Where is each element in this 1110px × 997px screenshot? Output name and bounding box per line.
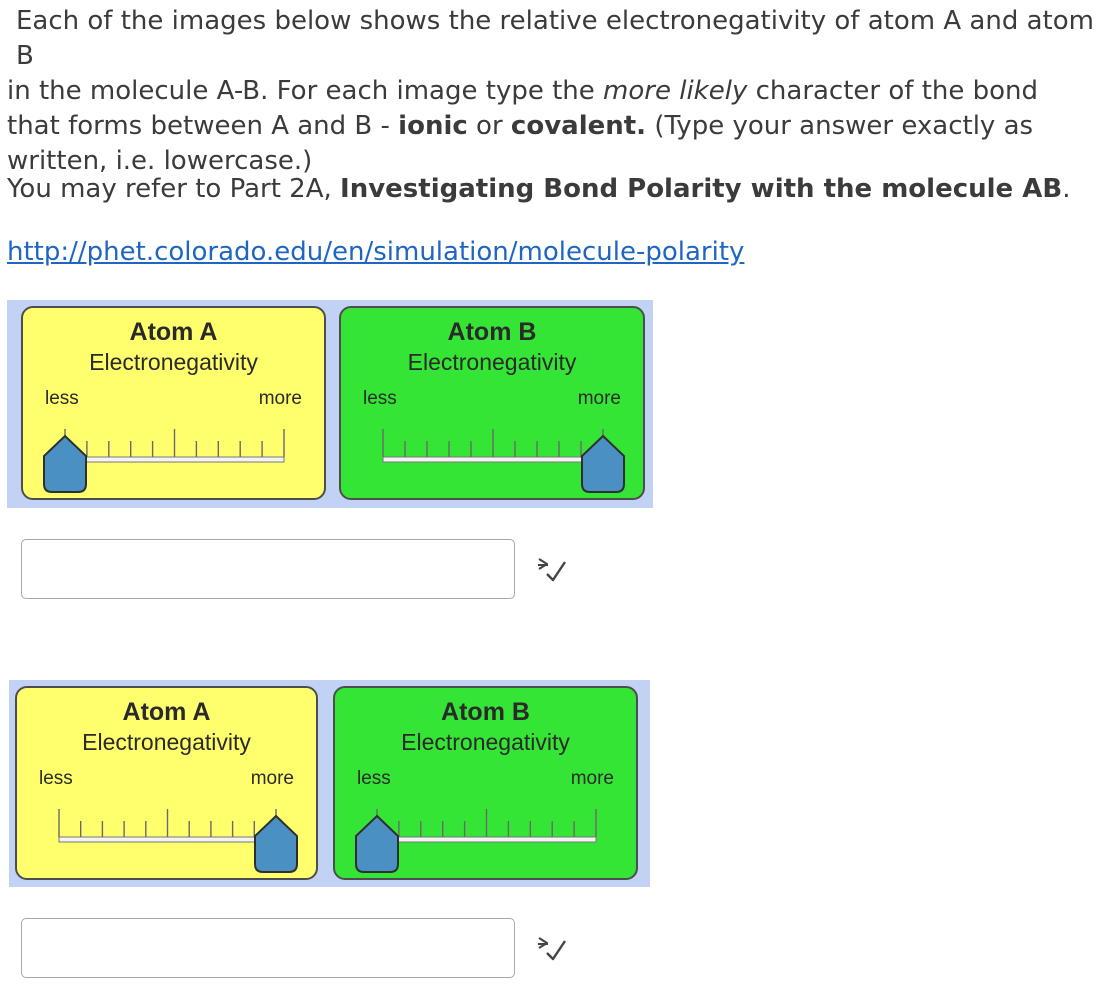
- slider-thumb[interactable]: [582, 436, 624, 492]
- electronegativity-slider[interactable]: [23, 308, 328, 502]
- reference-prefix: You may refer to Part 2A,: [7, 174, 341, 204]
- slider-track: [59, 837, 276, 842]
- reference-suffix: .: [1062, 174, 1071, 204]
- reference-title: Investigating Bond Polarity with the molecule AB: [340, 174, 1063, 204]
- less-label: less: [45, 388, 79, 409]
- spellcheck-icon[interactable]: [536, 555, 568, 583]
- question-line-3-end: (Type your answer exactly as: [646, 111, 1034, 141]
- slider-track: [65, 457, 284, 462]
- figure-2-panel: [9, 680, 650, 887]
- emphasis-more-likely: more likely: [603, 76, 748, 106]
- atom-b-card: [339, 306, 645, 500]
- question-line-2: in the molecule A-B. For each image type the: [7, 76, 604, 106]
- question-line-3: that forms between A and B -: [7, 111, 399, 141]
- question-line-1: Each of the images below shows the relative electronegativity of atom A and atom B: [16, 6, 1094, 71]
- electronegativity-slider[interactable]: [341, 308, 647, 502]
- atom-a-title: Atom A: [129, 318, 218, 346]
- more-label: more: [577, 388, 621, 409]
- keyword-covalent: covalent.: [510, 111, 647, 141]
- atom-b-subtitle: Electronegativity: [407, 349, 577, 375]
- electronegativity-slider[interactable]: [335, 688, 640, 882]
- atom-a-subtitle: Electronegativity: [82, 729, 251, 755]
- slider-track: [377, 837, 596, 842]
- question-line-2-end: character of the bond: [747, 76, 1039, 106]
- more-label: more: [570, 768, 614, 789]
- answer-input-2[interactable]: [21, 918, 515, 978]
- question-line-4: written, i.e. lowercase.): [7, 146, 313, 176]
- question-or: or: [467, 111, 511, 141]
- atom-a-title: Atom A: [122, 698, 211, 726]
- electronegativity-slider[interactable]: [17, 688, 320, 882]
- atom-a-card: [21, 306, 326, 500]
- atom-b-subtitle: Electronegativity: [401, 729, 570, 755]
- question-text: [7, 4, 1102, 179]
- spellcheck-icon[interactable]: [536, 934, 568, 962]
- more-label: more: [250, 768, 294, 789]
- answer-input-1[interactable]: [21, 539, 515, 599]
- atom-b-title: Atom B: [441, 698, 530, 726]
- keyword-ionic: ionic: [398, 111, 468, 141]
- atom-b-title: Atom B: [447, 318, 537, 346]
- less-label: less: [357, 768, 391, 789]
- slider-thumb[interactable]: [356, 816, 398, 872]
- less-label: less: [363, 388, 397, 409]
- phet-simulation-link[interactable]: http://phet.colorado.edu/en/simulation/molecule-polarity: [7, 237, 745, 267]
- slider-track: [383, 457, 603, 462]
- slider-thumb[interactable]: [255, 816, 297, 872]
- atom-b-card: [333, 686, 638, 880]
- figure-1-panel: [7, 300, 653, 508]
- more-label: more: [258, 388, 302, 409]
- less-label: less: [39, 768, 73, 789]
- atom-a-subtitle: Electronegativity: [89, 349, 258, 375]
- reference-text: [7, 172, 1070, 207]
- slider-thumb[interactable]: [44, 436, 86, 492]
- atom-a-card: [15, 686, 318, 880]
